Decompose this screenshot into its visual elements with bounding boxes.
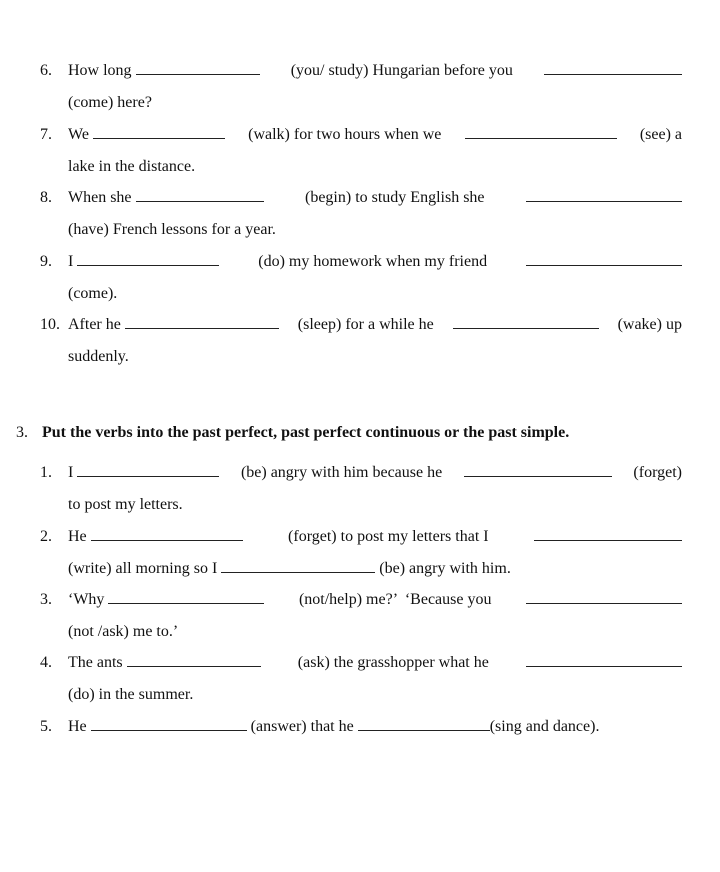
item-text: (you/ study) Hungarian before you xyxy=(290,62,513,79)
answer-blank[interactable] xyxy=(526,591,682,604)
answer-blank[interactable] xyxy=(127,654,261,667)
item-text: (write) all morning so I xyxy=(68,560,218,577)
item-text: He xyxy=(68,528,87,545)
answer-blank[interactable] xyxy=(465,126,617,139)
item-text: (do) my homework when my friend xyxy=(258,253,488,270)
item-continuation: (have) French lessons for a year. xyxy=(68,221,276,238)
answer-blank[interactable] xyxy=(91,528,243,541)
answer-blank[interactable] xyxy=(91,718,247,731)
item-text: (be) angry with him. xyxy=(379,560,511,577)
item-text: (be) angry with him because he xyxy=(240,464,443,481)
answer-blank[interactable] xyxy=(77,253,219,266)
answer-blank[interactable] xyxy=(136,189,264,202)
section-title: Put the verbs into the past perfect, past perfect continuous or the past simple. xyxy=(42,424,570,441)
item-text: (sing and dance). xyxy=(489,718,600,735)
answer-blank[interactable] xyxy=(358,718,490,731)
item-text: (forget) to post my letters that I xyxy=(288,528,489,545)
answer-blank[interactable] xyxy=(125,316,279,329)
item-text: ‘Why xyxy=(68,591,105,608)
answer-blank[interactable] xyxy=(453,316,599,329)
item-text: How long xyxy=(68,62,132,79)
item-number: 5. xyxy=(40,718,52,735)
item-text: (see) a xyxy=(639,126,682,143)
item-text: (begin) to study English she xyxy=(304,189,485,206)
answer-blank[interactable] xyxy=(526,654,682,667)
item-number: 3. xyxy=(40,591,52,608)
item-number: 1. xyxy=(40,464,52,481)
item-text: The ants xyxy=(68,654,123,671)
answer-blank[interactable] xyxy=(464,464,612,477)
item-continuation: (not /ask) me to.’ xyxy=(68,623,179,640)
item-continuation: to post my letters. xyxy=(68,496,183,513)
item-text: (wake) up xyxy=(617,316,682,333)
item-continuation: (come). xyxy=(68,285,118,302)
item-number: 7. xyxy=(40,126,52,143)
item-text: (walk) for two hours when we xyxy=(248,126,442,143)
answer-blank[interactable] xyxy=(221,560,375,573)
item-continuation xyxy=(68,560,511,578)
item-number: 6. xyxy=(40,62,52,79)
item-text: (ask) the grasshopper what he xyxy=(297,654,489,671)
item-text: After he xyxy=(68,316,121,333)
answer-blank[interactable] xyxy=(544,62,682,75)
item-text: I xyxy=(68,253,74,270)
item-continuation: (do) in the summer. xyxy=(68,686,194,703)
item-number: 9. xyxy=(40,253,52,270)
item-text: We xyxy=(68,126,89,143)
item-number: 2. xyxy=(40,528,52,545)
item-text: (not/help) me?’ ‘Because you xyxy=(298,591,492,608)
answer-blank[interactable] xyxy=(526,253,682,266)
item-text: (sleep) for a while he xyxy=(297,316,434,333)
item-number: 8. xyxy=(40,189,52,206)
item-text: (answer) that he xyxy=(250,718,354,735)
item-text: He xyxy=(68,718,87,735)
item-continuation: suddenly. xyxy=(68,348,129,365)
item-number: 10. xyxy=(40,316,60,333)
answer-blank[interactable] xyxy=(526,189,682,202)
answer-blank[interactable] xyxy=(93,126,225,139)
answer-blank[interactable] xyxy=(77,464,219,477)
item-number: 4. xyxy=(40,654,52,671)
item-text: I xyxy=(68,464,74,481)
answer-blank[interactable] xyxy=(136,62,260,75)
item-text: (forget) xyxy=(633,464,682,481)
section-number: 3. xyxy=(16,424,28,441)
item-continuation: lake in the distance. xyxy=(68,158,196,175)
item-continuation: (come) here? xyxy=(68,94,152,111)
answer-blank[interactable] xyxy=(108,591,264,604)
item-text: When she xyxy=(68,189,132,206)
answer-blank[interactable] xyxy=(534,528,682,541)
